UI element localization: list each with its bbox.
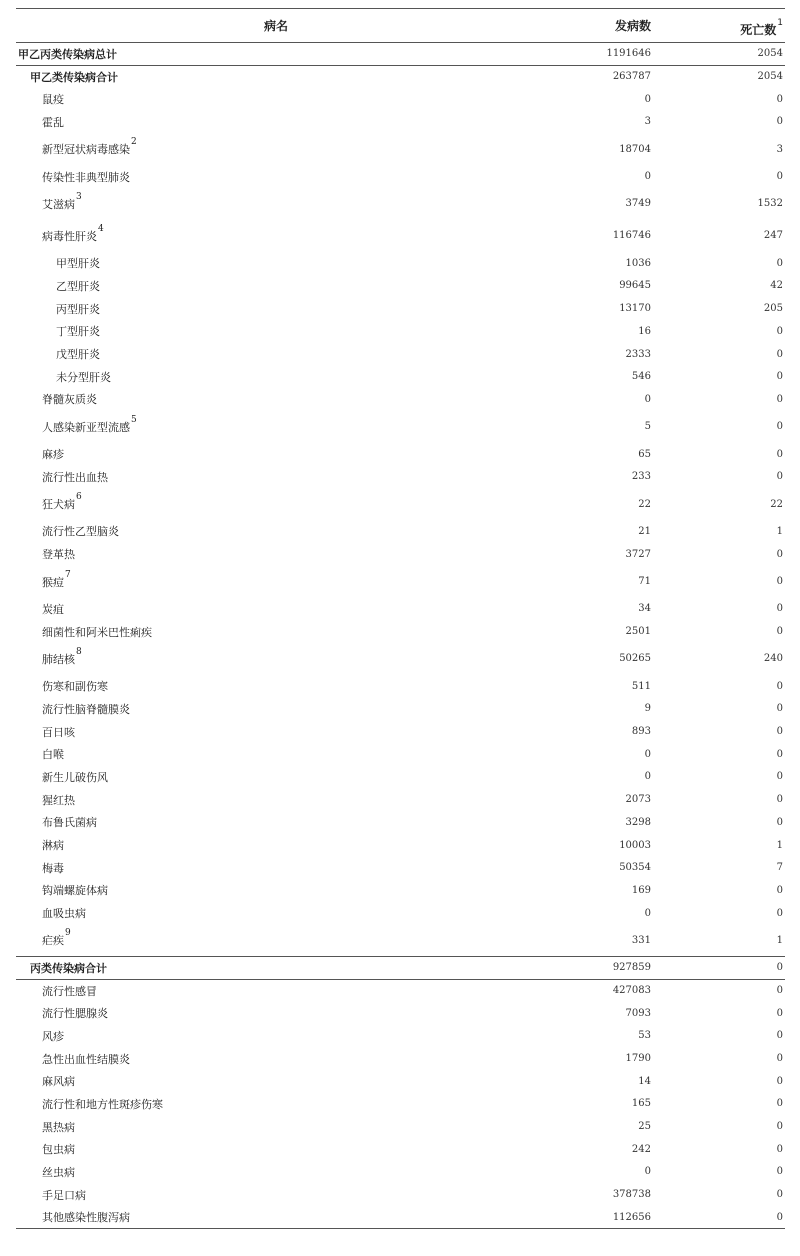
cases-count: 22 (638, 498, 651, 510)
cases-count: 9 (644, 703, 651, 715)
disease-name-cell (16, 365, 536, 388)
cases-count: 3 (644, 116, 651, 128)
deaths-count: 0 (776, 907, 783, 919)
table-row (16, 879, 785, 902)
table-row (16, 720, 785, 743)
table-row (16, 788, 785, 811)
table-row (16, 1093, 785, 1116)
cases-count: 0 (644, 393, 651, 405)
header-deaths-footnote: 1 (777, 18, 783, 28)
table-row (16, 979, 785, 1002)
cases-count: 511 (631, 680, 651, 692)
cases-count: 50265 (619, 653, 651, 665)
header-deaths (651, 9, 785, 43)
table-row (16, 165, 785, 188)
cases-count: 53 (638, 1030, 651, 1042)
disease-name: 梅毒 (42, 861, 64, 875)
disease-name-cell (16, 88, 536, 111)
deaths-count: 240 (763, 653, 783, 665)
table-row (16, 811, 785, 834)
table-row (16, 902, 785, 925)
disease-name: 流行性腮腺炎 (42, 1007, 108, 1021)
header-deaths-label: 死亡数 (740, 23, 777, 37)
disease-name: 猴痘 (42, 575, 64, 589)
deaths-count: 2054 (651, 43, 785, 66)
disease-name: 新生儿破伤风 (42, 770, 108, 784)
table-row (16, 743, 785, 766)
deaths-count: 0 (776, 626, 783, 638)
disease-name-cell (16, 834, 536, 857)
disease-name-cell (16, 675, 536, 698)
deaths-count: 0 (776, 576, 783, 587)
table-row (16, 388, 785, 411)
disease-name: 流行性脑脊髓膜炎 (42, 702, 130, 716)
disease-name: 黑热病 (42, 1120, 75, 1134)
deaths-count: 0 (776, 371, 783, 383)
cases-count: 169 (631, 884, 651, 896)
deaths-count: 0 (776, 1075, 783, 1087)
table-row (16, 834, 785, 857)
disease-name-cell (16, 811, 536, 834)
footnote-marker: 6 (76, 492, 82, 503)
disease-name-cell (16, 924, 536, 956)
cases-count: 165 (631, 1098, 651, 1110)
disease-name-cell (16, 43, 536, 66)
deaths-count: 0 (776, 1030, 783, 1042)
disease-name: 甲型肝炎 (56, 257, 100, 271)
deaths-count: 0 (776, 116, 783, 128)
deaths-count: 0 (776, 548, 783, 560)
footnote-marker: 7 (65, 569, 71, 580)
cases-count: 0 (644, 171, 651, 183)
disease-name: 猩红热 (42, 793, 75, 807)
cases-count: 0 (644, 771, 651, 783)
header-cases (536, 9, 651, 43)
deaths-count: 0 (776, 985, 783, 997)
disease-name-cell (16, 720, 536, 743)
deaths-count: 0 (651, 1206, 785, 1229)
disease-name-cell (16, 388, 536, 411)
deaths-count: 0 (776, 726, 783, 738)
table-row (16, 43, 785, 66)
disease-name-cell (16, 1093, 536, 1116)
disease-name: 丝虫病 (42, 1165, 75, 1179)
disease-name: 炭疽 (42, 602, 64, 616)
cases-count: 2333 (625, 348, 651, 360)
deaths-count: 0 (776, 771, 783, 783)
footnote-marker: 5 (131, 414, 137, 425)
table-row (16, 1161, 785, 1184)
disease-name: 肺结核 (42, 652, 75, 666)
table-row (16, 956, 785, 979)
disease-statistics-table (16, 8, 785, 1229)
deaths-count: 0 (776, 1143, 783, 1155)
disease-name-cell (16, 1070, 536, 1093)
cases-count: 7093 (625, 1007, 651, 1019)
disease-name-cell (16, 956, 536, 979)
table-row (16, 856, 785, 879)
table-row (16, 1002, 785, 1025)
table-row (16, 924, 785, 956)
footnote-marker: 4 (98, 223, 104, 234)
disease-name: 戊型肝炎 (56, 348, 100, 362)
disease-name-cell (16, 443, 536, 466)
disease-name-cell (16, 979, 536, 1002)
deaths-count: 0 (776, 325, 783, 337)
deaths-count: 0 (776, 421, 783, 433)
deaths-count: 1 (776, 525, 783, 537)
disease-name-cell (16, 856, 536, 879)
disease-name-cell (16, 620, 536, 643)
cases-count: 927859 (536, 956, 651, 979)
deaths-count: 0 (776, 1098, 783, 1110)
deaths-count: 0 (776, 1053, 783, 1065)
disease-name-cell (16, 1115, 536, 1138)
disease-name-cell (16, 165, 536, 188)
disease-name-cell (16, 343, 536, 366)
disease-name: 百日咳 (42, 725, 75, 739)
deaths-count: 205 (763, 303, 783, 315)
table-row (16, 188, 785, 220)
disease-name-cell (16, 598, 536, 621)
disease-name: 钩端螺旋体病 (42, 884, 108, 898)
disease-name: 麻风病 (42, 1075, 75, 1089)
table-row (16, 488, 785, 520)
deaths-count: 0 (776, 448, 783, 460)
table-row (16, 275, 785, 298)
deaths-count: 0 (776, 748, 783, 760)
cases-count: 3749 (625, 198, 651, 210)
table-row (16, 297, 785, 320)
disease-name: 脊髓灰质炎 (42, 393, 97, 407)
disease-name-cell (16, 252, 536, 275)
cases-count: 2501 (625, 626, 651, 638)
deaths-count: 0 (776, 794, 783, 806)
table-row (16, 766, 785, 789)
table-row (16, 698, 785, 721)
disease-name-cell (16, 520, 536, 543)
table-row (16, 620, 785, 643)
disease-name: 白喉 (42, 748, 64, 762)
deaths-count: 0 (776, 1121, 783, 1133)
table-row (16, 1047, 785, 1070)
disease-name: 布鲁氏菌病 (42, 816, 97, 830)
cases-count: 378738 (612, 1189, 651, 1201)
disease-name: 流行性乙型脑炎 (42, 525, 119, 539)
disease-name: 流行性和地方性斑疹伤寒 (42, 1097, 163, 1111)
disease-name: 麻疹 (42, 448, 64, 462)
disease-name-cell (16, 1002, 536, 1025)
table-row (16, 1206, 785, 1229)
disease-name: 流行性出血热 (42, 470, 108, 484)
table-row (16, 465, 785, 488)
header-disease-name (16, 9, 536, 43)
cases-count: 116746 (612, 230, 651, 242)
deaths-count: 0 (776, 348, 783, 360)
deaths-count: 0 (776, 393, 783, 405)
disease-name: 流行性感冒 (42, 984, 97, 998)
table-row (16, 1070, 785, 1093)
footnote-marker: 3 (76, 191, 82, 202)
deaths-count: 0 (776, 703, 783, 715)
deaths-count: 0 (776, 1007, 783, 1019)
deaths-count: 0 (776, 603, 783, 615)
disease-name: 甲乙丙类传染病总计 (18, 47, 117, 61)
disease-name-cell (16, 566, 536, 598)
table-row (16, 320, 785, 343)
disease-name: 伤寒和副伤寒 (42, 680, 108, 694)
disease-name-cell (16, 1206, 536, 1229)
disease-name: 包虫病 (42, 1143, 75, 1157)
table-row (16, 1025, 785, 1048)
disease-name: 人感染新亚型流感 (42, 420, 130, 434)
disease-name-cell (16, 698, 536, 721)
table-row (16, 443, 785, 466)
disease-name-cell (16, 1138, 536, 1161)
disease-name: 淋病 (42, 839, 64, 853)
deaths-count: 0 (776, 1166, 783, 1178)
table-row (16, 65, 785, 88)
disease-name: 未分型肝炎 (56, 370, 111, 384)
disease-name-cell (16, 1183, 536, 1206)
disease-name-cell (16, 1047, 536, 1070)
disease-name: 病毒性肝炎 (42, 229, 97, 243)
cases-count: 18704 (619, 143, 651, 155)
table-row (16, 1183, 785, 1206)
disease-name-cell (16, 879, 536, 902)
disease-name-cell (16, 788, 536, 811)
disease-name-cell (16, 411, 536, 443)
cases-count: 5 (644, 421, 651, 433)
cases-count: 0 (644, 93, 651, 105)
disease-name: 乙型肝炎 (56, 279, 100, 293)
disease-name: 艾滋病 (42, 197, 75, 211)
disease-name-cell (16, 320, 536, 343)
deaths-count: 0 (776, 171, 783, 183)
cases-count: 99645 (619, 280, 651, 292)
disease-name-cell (16, 766, 536, 789)
disease-name-cell (16, 643, 536, 675)
disease-name-cell (16, 133, 536, 165)
cases-count: 71 (638, 576, 651, 587)
cases-count: 331 (631, 934, 651, 946)
deaths-count: 3 (776, 143, 783, 155)
disease-name-cell (16, 111, 536, 134)
table-row (16, 111, 785, 134)
table-row (16, 133, 785, 165)
cases-count: 0 (644, 748, 651, 760)
disease-name: 丙类传染病合计 (30, 961, 107, 975)
footnote-marker: 2 (131, 137, 137, 148)
table-row (16, 88, 785, 111)
cases-count: 0 (644, 907, 651, 919)
deaths-count: 1 (776, 839, 783, 851)
cases-count: 10003 (619, 839, 651, 851)
table-row (16, 252, 785, 275)
cases-count: 263787 (612, 71, 651, 83)
deaths-count: 0 (651, 956, 785, 979)
disease-name: 急性出血性结膜炎 (42, 1052, 130, 1066)
table-row (16, 1115, 785, 1138)
disease-name: 血吸虫病 (42, 907, 86, 921)
disease-name: 新型冠状病毒感染 (42, 143, 130, 157)
disease-name-cell (16, 488, 536, 520)
disease-name: 疟疾 (42, 934, 64, 948)
table-row (16, 220, 785, 252)
disease-name: 登革热 (42, 548, 75, 562)
cases-count: 3727 (625, 548, 651, 560)
table-row (16, 566, 785, 598)
disease-name: 鼠疫 (42, 93, 64, 107)
table-row (16, 411, 785, 443)
disease-name: 霍乱 (42, 115, 64, 129)
table-row (16, 598, 785, 621)
cases-count: 1036 (625, 257, 651, 269)
disease-name-cell (16, 1161, 536, 1184)
deaths-count: 22 (770, 498, 783, 510)
deaths-count: 7 (776, 862, 783, 874)
disease-name: 狂犬病 (42, 498, 75, 512)
cases-count: 893 (631, 726, 651, 738)
table-row (16, 343, 785, 366)
table-row (16, 675, 785, 698)
deaths-count: 1532 (757, 198, 783, 210)
disease-name: 甲乙类传染病合计 (30, 70, 118, 84)
deaths-count: 0 (776, 1189, 783, 1201)
deaths-count: 2054 (757, 71, 783, 83)
table-row (16, 520, 785, 543)
cases-count: 233 (631, 471, 651, 483)
table-row (16, 643, 785, 675)
cases-count: 13170 (619, 303, 651, 315)
disease-name: 丁型肝炎 (56, 325, 100, 339)
disease-name: 传染性非典型肺炎 (42, 170, 130, 184)
deaths-count: 0 (776, 816, 783, 828)
disease-name-cell (16, 743, 536, 766)
cases-count: 34 (638, 603, 651, 615)
cases-count: 21 (638, 525, 651, 537)
table-row (16, 543, 785, 566)
header-cases-label: 发病数 (614, 19, 651, 33)
table-row (16, 365, 785, 388)
cases-count: 3298 (625, 816, 651, 828)
cases-count: 112656 (536, 1206, 651, 1229)
table-row (16, 1138, 785, 1161)
disease-name: 丙型肝炎 (56, 302, 100, 316)
disease-name: 其他感染性腹泻病 (42, 1211, 130, 1225)
deaths-count: 1 (776, 934, 783, 946)
cases-count: 2073 (625, 794, 651, 806)
cases-count: 50354 (619, 862, 651, 874)
disease-name: 风疹 (42, 1029, 64, 1043)
disease-name-cell (16, 902, 536, 925)
disease-name: 手足口病 (42, 1188, 86, 1202)
deaths-count: 0 (776, 93, 783, 105)
deaths-count: 0 (776, 680, 783, 692)
deaths-count: 0 (776, 471, 783, 483)
cases-count: 1790 (625, 1053, 651, 1065)
disease-name-cell (16, 275, 536, 298)
deaths-count: 247 (763, 230, 783, 242)
cases-count: 0 (644, 1166, 651, 1178)
cases-count: 14 (638, 1075, 651, 1087)
cases-count: 1191646 (536, 43, 651, 66)
header-disease-name-label: 病名 (263, 19, 288, 33)
table-body (16, 43, 785, 1229)
disease-name-cell (16, 465, 536, 488)
cases-count: 16 (638, 325, 651, 337)
disease-name-cell (16, 188, 536, 220)
footnote-marker: 9 (65, 928, 71, 939)
cases-count: 546 (631, 371, 651, 383)
footnote-marker: 8 (76, 646, 82, 657)
disease-name-cell (16, 543, 536, 566)
cases-count: 25 (638, 1121, 651, 1133)
disease-name-cell (16, 220, 536, 252)
disease-name-cell (16, 65, 536, 88)
cases-count: 427083 (612, 985, 651, 997)
cases-count: 65 (638, 448, 651, 460)
table-header-row (16, 9, 785, 43)
deaths-count: 42 (770, 280, 783, 292)
disease-name-cell (16, 297, 536, 320)
disease-name: 细菌性和阿米巴性痢疾 (42, 625, 152, 639)
deaths-count: 0 (776, 257, 783, 269)
deaths-count: 0 (776, 884, 783, 896)
cases-count: 242 (631, 1143, 651, 1155)
disease-name-cell (16, 1025, 536, 1048)
